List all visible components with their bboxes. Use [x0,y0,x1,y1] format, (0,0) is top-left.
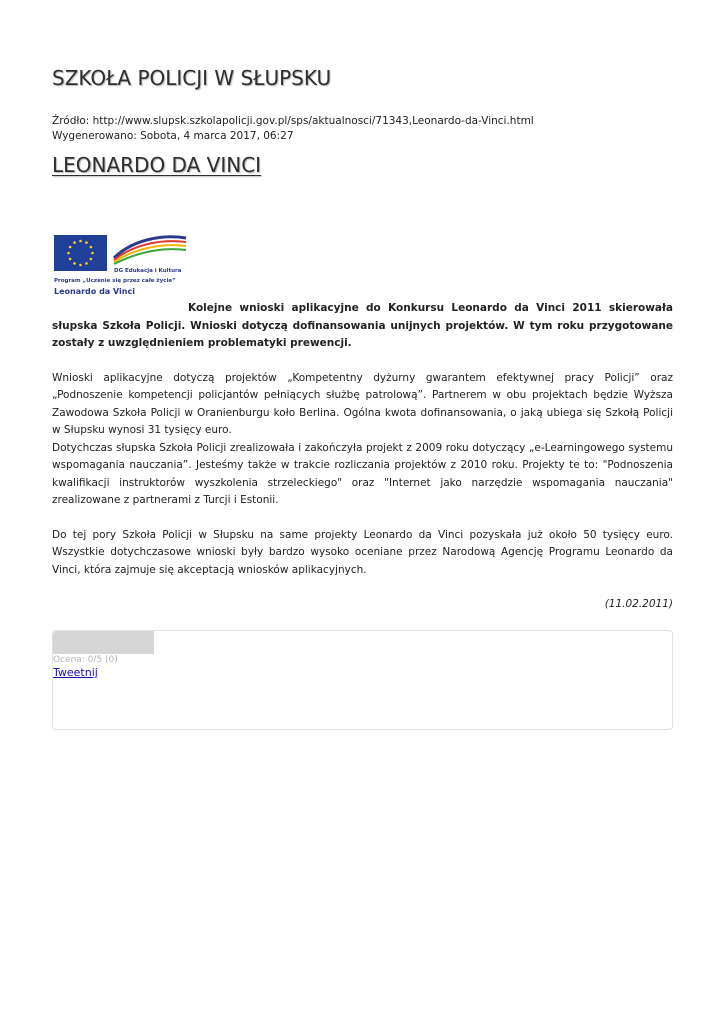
site-title: SZKOŁA POLICJI W SŁUPSKU [52,66,332,90]
eu-star-icon [69,258,72,261]
source-url: Źródło: http://www.slupsk.szkolapolicji.gov.pl/sps/aktualnosci/71343,Leonardo-da-Vinci.html [52,115,534,127]
rating-label: Ocena: 0/5 (0) [53,655,118,665]
article-paragraph-2: Dotychczas słupska Szkoła Policji zrealizowała i zakończyła projekt z 2009 roku dotyczący „e-Learningowego systemu wspomagania nauczania”. Jesteśmy także w trakcie rozliczania projektów z 2010 roku. Projekty te to: "Podnoszenia kwalifikacji instruktorów wyszkolenia strzeleckiego" oraz "Internet jako narzędzie wspomagania nauczania" zrealizowane z partnerami z Turcji i Estonii. [52,441,673,506]
eu-star-icon [67,252,70,255]
eu-star-icon [69,246,72,249]
eu-leonardo-logo-icon [52,232,188,300]
eu-star-icon [85,262,88,265]
rating-box [52,630,673,730]
eu-star-icon [79,264,82,267]
article-paragraph-1: Wnioski aplikacyjne dotyczą projektów „Kompetentny dyżurny gwarantem efektywnej pracy Policji” oraz „Podnoszenie kompetencji policjantów pełniących służbę patrolową”. Partnerem w obu projektach będzie Wyższa Zawodowa Szkoła Policji w Oranienburgu koło Berlina. Ogólna kwota dofinansowania, o jaką ubiega się Szkołą Policji w Słupsku wynosi 31 tysięcy euro. [52,371,673,436]
leonardo-logo [52,232,188,300]
meta-info [52,114,534,144]
article-lead: Kolejne wnioski aplikacyjne do Konkursu Leonardo da Vinci 2011 skierowała słupska Szkoła Policji. Wnioski dotyczą dofinansowania unijnych projektów. W tym roku przygotowane zostały z uwzględnieniem problematyki prewencji. [52,302,673,349]
eu-star-icon [73,262,76,265]
eu-star-icon [91,252,94,255]
eu-star-icon [90,258,93,261]
logo-line2: Program „Uczenie się przez całe życie” [54,278,176,284]
logo-line1: DG Edukacja i Kultura [114,268,182,274]
eu-star-icon [85,241,88,244]
article-paragraph-3: Do tej pory Szkoła Policji w Słupsku na same projekty Leonardo da Vinci pozyskała już około 50 tysięcy euro. Wszystkie dotychczasowe wnioski były bardzo wysoko oceniane przez Narodową Agencję Programu Leonardo da Vinci, która zajmuje się akceptacją wniosków aplikacyjnych. [52,528,673,576]
rating-stars-bar[interactable] [53,631,154,654]
eu-star-icon [90,246,93,249]
eu-star-icon [79,240,82,243]
eu-star-icon [73,241,76,244]
tweet-link[interactable]: Tweetnij [53,666,98,679]
generated-date: Wygenerowano: Sobota, 4 marca 2017, 06:27 [52,130,294,142]
article-title: LEONARDO DA VINCI [52,153,262,177]
article-content [52,300,673,614]
article-date: (11.02.2011) [604,598,673,610]
logo-line3: Leonardo da Vinci [54,287,135,296]
